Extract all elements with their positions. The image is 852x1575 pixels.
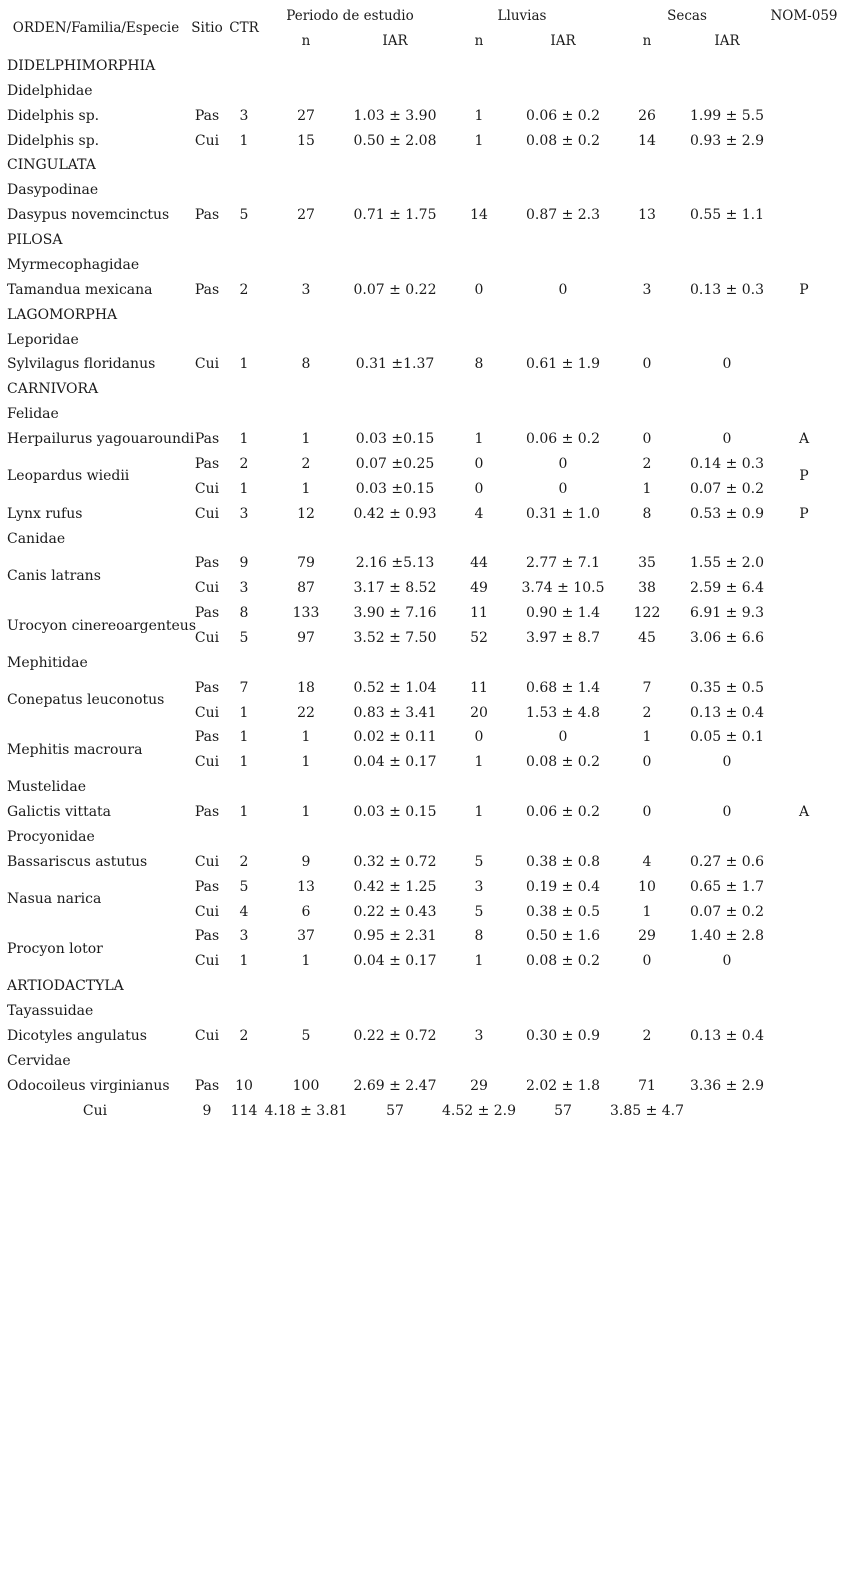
cell-n-lluvias: 0 [474, 480, 484, 497]
header-iar-secas: IAR [714, 33, 740, 49]
cell-iar-secas: 1.40 ± 2.8 [689, 928, 765, 945]
cell-n-lluvias: 5 [474, 853, 484, 870]
cell-sitio: Pas [194, 207, 220, 224]
cell-iar-periodo: 0.83 ± 3.41 [353, 704, 437, 721]
species-name: Bassariscus astutus [7, 853, 148, 870]
cell-iar-periodo: 2.69 ± 2.47 [353, 1077, 437, 1094]
header-species: ORDEN/Familia/Especie [12, 20, 180, 36]
cell-iar-secas: 0 [722, 953, 732, 970]
cell-iar-periodo: 0.42 ± 0.93 [353, 505, 437, 522]
cell-n-secas: 2 [642, 704, 652, 721]
cell-n-periodo: 27 [297, 207, 315, 224]
taxon-label: Cervidae [7, 1052, 71, 1069]
cell-n-periodo: 1 [301, 754, 311, 771]
cell-sitio: Pas [194, 1077, 220, 1094]
taxon-label: Canidae [7, 530, 66, 547]
cell-n-secas: 0 [642, 953, 652, 970]
cell-iar-periodo: 0.07 ± 0.22 [353, 281, 437, 298]
cell-n-periodo: 2 [301, 455, 311, 472]
species-name: Lynx rufus [7, 505, 83, 522]
species-name: Nasua narica [7, 891, 102, 908]
cell-iar-secas: 0.07 ± 0.2 [689, 903, 765, 920]
taxon-label: Myrmecophagidae [7, 256, 140, 273]
cell-ctr: 1 [239, 480, 249, 497]
cell-n-secas: 0 [642, 356, 652, 373]
species-name: Didelphis sp. [7, 132, 100, 149]
cell-iar-periodo: 0.04 ± 0.17 [353, 953, 437, 970]
cell-n-periodo: 1 [301, 480, 311, 497]
cell-n-lluvias: 29 [470, 1077, 488, 1094]
cell-iar-lluvias: 0 [558, 281, 568, 298]
cell-n-lluvias: 1 [474, 107, 484, 124]
cell-iar-secas: 0 [722, 356, 732, 373]
cell-iar-secas: 0.53 ± 0.9 [689, 505, 765, 522]
species-name: Tamandua mexicana [7, 281, 153, 298]
cell-n-periodo: 15 [297, 132, 315, 149]
cell-n-secas: 1 [642, 729, 652, 746]
taxon-label: CARNIVORA [7, 381, 99, 398]
header-sitio: Sitio [191, 20, 223, 36]
cell-iar-secas: 0.07 ± 0.2 [689, 480, 765, 497]
cell-nom059: A [798, 804, 810, 821]
cell-sitio: Cui [194, 853, 220, 870]
cell-iar-lluvias: 3.74 ± 10.5 [521, 580, 605, 597]
cell-shifted: 9 [202, 1102, 212, 1119]
cell-n-periodo: 12 [297, 505, 315, 522]
cell-sitio: Pas [194, 804, 220, 821]
cell-n-secas: 7 [642, 679, 652, 696]
species-name: Didelphis sp. [7, 107, 100, 124]
cell-sitio: Cui [194, 953, 220, 970]
cell-n-lluvias: 11 [470, 679, 488, 696]
cell-n-periodo: 1 [301, 431, 311, 448]
cell-shifted: 3.85 ± 4.7 [609, 1102, 685, 1119]
cell-n-lluvias: 20 [470, 704, 488, 721]
cell-ctr: 1 [239, 431, 249, 448]
cell-iar-secas: 3.06 ± 6.6 [689, 630, 765, 646]
species-name: Odocoileus virginianus [7, 1077, 170, 1094]
header-iar-lluvias: IAR [550, 33, 576, 49]
species-name: Dicotyles angulatus [7, 1027, 147, 1044]
cell-n-periodo: 133 [292, 605, 320, 622]
cell-n-lluvias: 14 [470, 207, 488, 224]
taxon-label: DIDELPHIMORPHIA [7, 58, 156, 74]
cell-sitio: Cui [194, 903, 220, 920]
cell-n-lluvias: 49 [470, 580, 488, 597]
cell-n-lluvias: 1 [474, 754, 484, 771]
cell-ctr: 2 [239, 281, 249, 298]
cell-iar-periodo: 0.22 ± 0.72 [353, 1027, 437, 1044]
cell-iar-lluvias: 0 [558, 729, 568, 746]
cell-iar-lluvias: 0.31 ± 1.0 [525, 505, 601, 522]
cell-ctr: 1 [239, 704, 249, 721]
cell-n-periodo: 22 [297, 704, 315, 721]
cell-n-lluvias: 0 [474, 729, 484, 746]
cell-iar-secas: 0.13 ± 0.4 [689, 1027, 765, 1044]
cell-iar-lluvias: 0.08 ± 0.2 [525, 953, 601, 970]
cell-n-secas: 26 [638, 107, 656, 124]
species-name: Herpailurus yagouaroundi [7, 431, 195, 448]
cell-n-periodo: 37 [297, 928, 315, 945]
header-ctr: CTR [229, 20, 259, 36]
species-name: Leopardus wiedii [7, 468, 130, 485]
cell-n-periodo: 8 [301, 356, 311, 373]
header-lluvias: Lluvias [497, 8, 547, 24]
cell-iar-lluvias: 1.53 ± 4.8 [525, 704, 601, 721]
cell-iar-periodo: 3.17 ± 8.52 [353, 580, 437, 597]
cell-iar-lluvias: 0.38 ± 0.8 [525, 853, 601, 870]
header-nom059: NOM-059 [770, 8, 838, 24]
cell-iar-periodo: 0.22 ± 0.43 [353, 903, 437, 920]
taxon-label: PILOSA [7, 232, 63, 249]
cell-iar-periodo: 2.16 ±5.13 [355, 555, 435, 572]
taxon-label: Tayassuidae [7, 1003, 94, 1020]
cell-iar-lluvias: 0.38 ± 0.5 [525, 903, 601, 920]
cell-n-lluvias: 5 [474, 903, 484, 920]
cell-iar-lluvias: 0 [558, 480, 568, 497]
cell-iar-lluvias: 2.02 ± 1.8 [525, 1077, 601, 1094]
cell-n-periodo: 13 [297, 878, 315, 895]
cell-ctr: 2 [239, 853, 249, 870]
cell-n-secas: 8 [642, 505, 652, 522]
cell-n-secas: 0 [642, 431, 652, 448]
cell-n-secas: 45 [638, 630, 656, 646]
cell-iar-secas: 1.99 ± 5.5 [689, 107, 765, 124]
cell-n-secas: 1 [642, 480, 652, 497]
cell-iar-periodo: 1.03 ± 3.90 [353, 107, 437, 124]
cell-ctr: 2 [239, 1027, 249, 1044]
species-name: Urocyon cinereoargenteus [7, 617, 197, 634]
cell-ctr: 4 [239, 903, 249, 920]
cell-iar-periodo: 0.50 ± 2.08 [353, 132, 437, 149]
cell-n-lluvias: 3 [474, 1027, 484, 1044]
cell-n-periodo: 3 [301, 281, 311, 298]
cell-iar-lluvias: 0.19 ± 0.4 [525, 878, 601, 895]
cell-n-secas: 1 [642, 903, 652, 920]
cell-n-secas: 4 [642, 853, 652, 870]
cell-iar-lluvias: 2.77 ± 7.1 [525, 555, 601, 572]
cell-iar-lluvias: 0.06 ± 0.2 [525, 107, 601, 124]
cell-ctr: 1 [239, 132, 249, 149]
cell-iar-secas: 0.55 ± 1.1 [689, 207, 765, 224]
cell-iar-periodo: 0.31 ±1.37 [355, 356, 435, 373]
cell-iar-periodo: 0.03 ±0.15 [355, 480, 435, 497]
cell-ctr: 3 [239, 928, 249, 945]
cell-iar-secas: 0 [722, 804, 732, 821]
cell-n-lluvias: 4 [474, 505, 484, 522]
cell-n-lluvias: 8 [474, 928, 484, 945]
cell-iar-lluvias: 0.06 ± 0.2 [525, 804, 601, 821]
species-name: Galictis vittata [7, 804, 112, 821]
cell-n-secas: 0 [642, 804, 652, 821]
cell-nom059: P [799, 281, 809, 298]
cell-ctr: 9 [239, 555, 249, 572]
cell-n-periodo: 18 [297, 679, 315, 696]
cell-shifted: Cui [82, 1102, 108, 1119]
cell-ctr: 1 [239, 953, 249, 970]
cell-shifted: 57 [554, 1102, 572, 1119]
cell-ctr: 5 [239, 878, 249, 895]
cell-iar-lluvias: 0 [558, 455, 568, 472]
cell-sitio: Cui [194, 754, 220, 771]
cell-ctr: 1 [239, 356, 249, 373]
cell-ctr: 5 [239, 630, 249, 646]
cell-ctr: 2 [239, 455, 249, 472]
taxon-label: ARTIODACTYLA [7, 978, 124, 995]
cell-ctr: 10 [235, 1077, 253, 1094]
cell-iar-lluvias: 0.08 ± 0.2 [525, 754, 601, 771]
cell-iar-secas: 0 [722, 754, 732, 771]
taxon-label: CINGULATA [7, 157, 96, 174]
header-secas: Secas [667, 8, 707, 24]
cell-sitio: Pas [194, 928, 220, 945]
cell-nom059: P [799, 505, 809, 522]
cell-n-secas: 2 [642, 1027, 652, 1044]
cell-ctr: 1 [239, 804, 249, 821]
cell-sitio: Pas [194, 455, 220, 472]
taxon-label: Mustelidae [7, 779, 86, 796]
cell-iar-secas: 3.36 ± 2.9 [689, 1077, 765, 1094]
cell-n-periodo: 79 [297, 555, 315, 572]
header-periodo: Periodo de estudio [286, 8, 414, 24]
header-n-lluvias: n [474, 33, 484, 49]
cell-ctr: 3 [239, 505, 249, 522]
cell-ctr: 1 [239, 754, 249, 771]
cell-iar-periodo: 0.42 ± 1.25 [353, 878, 437, 895]
cell-n-secas: 35 [638, 555, 656, 572]
cell-nom059: A [798, 431, 810, 448]
cell-ctr: 3 [239, 107, 249, 124]
cell-iar-secas: 0.14 ± 0.3 [689, 455, 765, 472]
cell-iar-periodo: 0.52 ± 1.04 [353, 679, 437, 696]
taxon-label: Didelphidae [7, 82, 93, 99]
cell-iar-secas: 0.27 ± 0.6 [689, 853, 765, 870]
cell-n-periodo: 27 [297, 107, 315, 124]
cell-sitio: Pas [194, 107, 220, 124]
cell-shifted: 57 [386, 1102, 404, 1119]
cell-n-periodo: 100 [292, 1077, 320, 1094]
taxon-label: Procyonidae [7, 828, 95, 845]
cell-n-periodo: 5 [301, 1027, 311, 1044]
cell-n-periodo: 9 [301, 853, 311, 870]
cell-n-periodo: 97 [297, 630, 315, 646]
cell-sitio: Cui [194, 1027, 220, 1044]
cell-n-secas: 2 [642, 455, 652, 472]
cell-sitio: Pas [194, 679, 220, 696]
cell-iar-periodo: 0.03 ±0.15 [355, 431, 435, 448]
species-name: Mephitis macroura [7, 741, 143, 758]
cell-sitio: Pas [194, 431, 220, 448]
cell-iar-lluvias: 0.08 ± 0.2 [525, 132, 601, 149]
cell-shifted: 4.52 ± 2.9 [441, 1102, 517, 1119]
cell-n-periodo: 6 [301, 903, 311, 920]
cell-n-secas: 3 [642, 281, 652, 298]
cell-ctr: 3 [239, 580, 249, 597]
cell-n-secas: 13 [638, 207, 656, 224]
cell-n-lluvias: 1 [474, 953, 484, 970]
cell-sitio: Pas [194, 555, 220, 572]
species-name: Dasypus novemcinctus [7, 207, 170, 224]
cell-iar-periodo: 0.95 ± 2.31 [353, 928, 437, 945]
taxon-label: Mephitidae [7, 654, 88, 671]
cell-iar-periodo: 3.52 ± 7.50 [353, 630, 437, 646]
species-name: Sylvilagus floridanus [7, 356, 156, 373]
cell-n-secas: 38 [638, 580, 656, 597]
header-iar-periodo: IAR [382, 33, 408, 49]
cell-iar-periodo: 0.03 ± 0.15 [353, 804, 437, 821]
species-name: Conepatus leuconotus [7, 692, 165, 709]
taxon-label: LAGOMORPHA [7, 306, 118, 323]
cell-iar-periodo: 0.71 ± 1.75 [353, 207, 437, 224]
cell-n-secas: 29 [638, 928, 656, 945]
cell-iar-lluvias: 3.97 ± 8.7 [525, 630, 601, 646]
cell-iar-secas: 0.93 ± 2.9 [689, 132, 765, 149]
cell-ctr: 7 [239, 679, 249, 696]
header-n-periodo: n [301, 33, 311, 49]
cell-iar-lluvias: 0.50 ± 1.6 [525, 928, 601, 945]
cell-sitio: Cui [194, 505, 220, 522]
cell-sitio: Pas [194, 729, 220, 746]
cell-iar-lluvias: 0.68 ± 1.4 [525, 679, 601, 696]
cell-shifted: 4.18 ± 3.81 [264, 1102, 348, 1119]
cell-sitio: Pas [194, 878, 220, 895]
taxon-label: Leporidae [7, 331, 79, 348]
taxon-label: Dasypodinae [7, 182, 99, 199]
cell-iar-secas: 0 [722, 431, 732, 448]
cell-sitio: Pas [194, 605, 220, 622]
cell-n-lluvias: 3 [474, 878, 484, 895]
cell-n-lluvias: 1 [474, 132, 484, 149]
cell-n-periodo: 1 [301, 804, 311, 821]
cell-n-lluvias: 0 [474, 281, 484, 298]
species-name: Procyon lotor [7, 940, 103, 957]
cell-n-lluvias: 52 [470, 630, 488, 646]
cell-iar-secas: 0.13 ± 0.3 [689, 281, 765, 298]
cell-ctr: 5 [239, 207, 249, 224]
cell-sitio: Cui [194, 630, 220, 646]
cell-sitio: Cui [194, 580, 220, 597]
cell-iar-secas: 0.13 ± 0.4 [689, 704, 765, 721]
cell-n-lluvias: 11 [470, 605, 488, 622]
cell-iar-secas: 1.55 ± 2.0 [689, 555, 765, 572]
cell-n-periodo: 87 [297, 580, 315, 597]
header-n-secas: n [642, 33, 652, 49]
cell-iar-periodo: 0.07 ±0.25 [355, 455, 435, 472]
cell-n-lluvias: 1 [474, 804, 484, 821]
cell-n-lluvias: 8 [474, 356, 484, 373]
cell-sitio: Cui [194, 356, 220, 373]
cell-sitio: Pas [194, 281, 220, 298]
cell-iar-lluvias: 0.61 ± 1.9 [525, 356, 601, 373]
cell-iar-secas: 0.05 ± 0.1 [689, 729, 765, 746]
cell-sitio: Cui [194, 132, 220, 149]
cell-iar-secas: 6.91 ± 9.3 [689, 605, 765, 622]
cell-iar-periodo: 3.90 ± 7.16 [353, 605, 437, 622]
species-name: Canis latrans [7, 567, 101, 584]
cell-iar-periodo: 0.04 ± 0.17 [353, 754, 437, 771]
cell-n-lluvias: 0 [474, 455, 484, 472]
cell-iar-lluvias: 0.06 ± 0.2 [525, 431, 601, 448]
cell-n-secas: 122 [633, 605, 661, 622]
cell-iar-lluvias: 0.30 ± 0.9 [525, 1027, 601, 1044]
cell-sitio: Cui [194, 480, 220, 497]
cell-n-lluvias: 1 [474, 431, 484, 448]
cell-iar-periodo: 0.02 ± 0.11 [353, 729, 437, 746]
cell-nom059: P [799, 468, 809, 485]
cell-iar-secas: 0.35 ± 0.5 [689, 679, 765, 696]
cell-n-secas: 0 [642, 754, 652, 771]
cell-n-secas: 10 [638, 878, 656, 895]
cell-n-periodo: 1 [301, 953, 311, 970]
cell-ctr: 1 [239, 729, 249, 746]
cell-sitio: Cui [194, 704, 220, 721]
taxon-label: Felidae [7, 406, 59, 423]
cell-iar-periodo: 0.32 ± 0.72 [353, 853, 437, 870]
cell-shifted: 114 [230, 1102, 258, 1119]
cell-iar-lluvias: 0.90 ± 1.4 [525, 605, 601, 622]
cell-iar-lluvias: 0.87 ± 2.3 [525, 207, 601, 224]
cell-iar-secas: 2.59 ± 6.4 [689, 580, 765, 597]
cell-n-lluvias: 44 [470, 555, 488, 572]
cell-iar-secas: 0.65 ± 1.7 [689, 878, 765, 895]
cell-ctr: 8 [239, 605, 249, 622]
cell-n-periodo: 1 [301, 729, 311, 746]
cell-n-secas: 71 [638, 1077, 656, 1094]
cell-n-secas: 14 [638, 132, 656, 149]
